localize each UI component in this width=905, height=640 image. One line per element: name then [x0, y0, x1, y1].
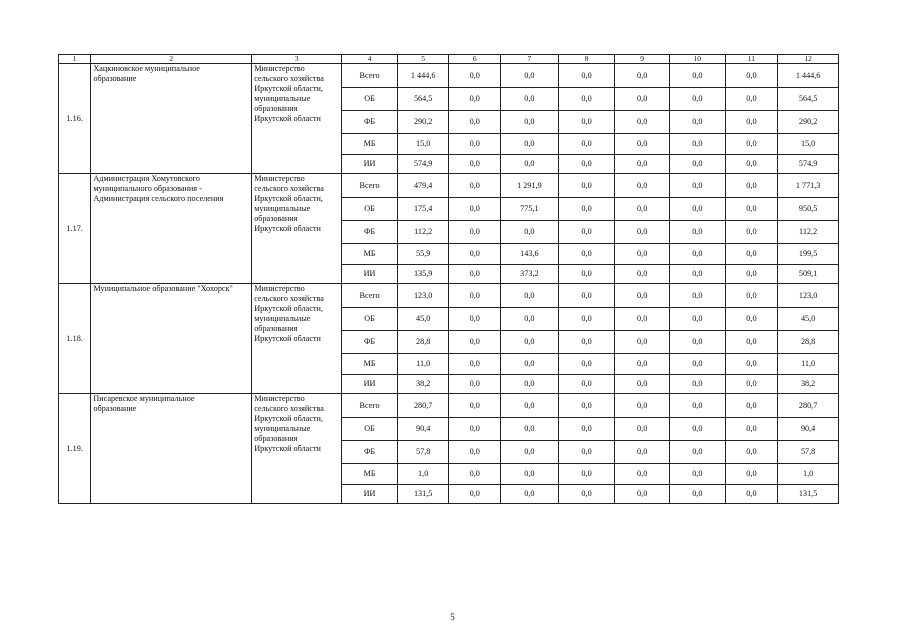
value-cell: 0,0: [669, 221, 725, 244]
value-cell: 509,1: [778, 265, 839, 284]
table-row: [59, 394, 839, 418]
value-cell: 38,2: [778, 375, 839, 394]
value-cell: 564,5: [778, 88, 839, 111]
value-cell: 0,0: [615, 244, 670, 265]
value-cell: 0,0: [725, 134, 778, 155]
executor-name: Министерство сельского хозяйства Иркутской области, муниципальные образования Иркутской области: [252, 64, 342, 174]
value-cell: 0,0: [669, 64, 725, 88]
funding-source: Всего: [342, 64, 398, 88]
value-cell: 0,0: [725, 198, 778, 221]
value-cell: 0,0: [501, 308, 559, 331]
value-cell: 0,0: [558, 394, 615, 418]
value-cell: 0,0: [725, 265, 778, 284]
page-number: 5: [450, 612, 455, 622]
value-cell: 0,0: [615, 418, 670, 441]
value-cell: 0,0: [449, 354, 501, 375]
value-cell: 0,0: [558, 375, 615, 394]
value-cell: 0,0: [615, 284, 670, 308]
value-cell: 0,0: [725, 441, 778, 464]
funding-source: МБ: [342, 354, 398, 375]
value-cell: 45,0: [397, 308, 449, 331]
value-cell: 0,0: [558, 354, 615, 375]
value-cell: 0,0: [669, 418, 725, 441]
value-cell: 0,0: [558, 134, 615, 155]
municipality-name: Хацкиновское муниципальное образование: [91, 64, 252, 174]
value-cell: 0,0: [449, 88, 501, 111]
value-cell: 0,0: [449, 244, 501, 265]
value-cell: 280,7: [397, 394, 449, 418]
value-cell: 28,8: [778, 331, 839, 354]
municipality-name: Писаревское муниципальное образование: [91, 394, 252, 504]
value-cell: 0,0: [615, 88, 670, 111]
funding-source: ОБ: [342, 198, 398, 221]
value-cell: 0,0: [449, 155, 501, 174]
funding-source: Всего: [342, 284, 398, 308]
executor-name: Министерство сельского хозяйства Иркутской области, муниципальные образования Иркутской области: [252, 394, 342, 504]
value-cell: 0,0: [725, 485, 778, 504]
value-cell: 15,0: [397, 134, 449, 155]
value-cell: 0,0: [669, 265, 725, 284]
value-cell: 0,0: [615, 64, 670, 88]
value-cell: 0,0: [449, 221, 501, 244]
funding-source: ОБ: [342, 418, 398, 441]
value-cell: 0,0: [669, 331, 725, 354]
value-cell: 90,4: [397, 418, 449, 441]
value-cell: 1,0: [397, 464, 449, 485]
column-header: 8: [558, 55, 615, 64]
value-cell: 0,0: [558, 64, 615, 88]
funding-source: Всего: [342, 174, 398, 198]
value-cell: 175,4: [397, 198, 449, 221]
value-cell: 0,0: [615, 134, 670, 155]
value-cell: 0,0: [449, 441, 501, 464]
funding-source: ФБ: [342, 111, 398, 134]
value-cell: 0,0: [558, 174, 615, 198]
value-cell: 0,0: [725, 174, 778, 198]
row-index: 1.19.: [59, 394, 91, 504]
value-cell: 0,0: [501, 111, 559, 134]
value-cell: 15,0: [778, 134, 839, 155]
value-cell: 0,0: [558, 485, 615, 504]
value-cell: 90,4: [778, 418, 839, 441]
value-cell: 0,0: [501, 331, 559, 354]
value-cell: 290,2: [778, 111, 839, 134]
column-header: 6: [449, 55, 501, 64]
value-cell: 0,0: [558, 88, 615, 111]
value-cell: 1 771,3: [778, 174, 839, 198]
value-cell: 0,0: [449, 64, 501, 88]
value-cell: 0,0: [501, 354, 559, 375]
value-cell: 0,0: [449, 111, 501, 134]
value-cell: 0,0: [615, 354, 670, 375]
value-cell: 143,6: [501, 244, 559, 265]
funding-source: ФБ: [342, 441, 398, 464]
value-cell: 0,0: [725, 464, 778, 485]
funding-table: [58, 54, 839, 504]
value-cell: 1 444,6: [397, 64, 449, 88]
value-cell: 950,5: [778, 198, 839, 221]
value-cell: 0,0: [501, 485, 559, 504]
column-header: 2: [91, 55, 252, 64]
value-cell: 0,0: [449, 134, 501, 155]
funding-source: МБ: [342, 464, 398, 485]
row-index: 1.17.: [59, 174, 91, 284]
value-cell: 0,0: [669, 441, 725, 464]
header-row: [59, 55, 839, 64]
value-cell: 574,9: [778, 155, 839, 174]
table-row: [59, 174, 839, 198]
row-index: 1.18.: [59, 284, 91, 394]
value-cell: 0,0: [449, 284, 501, 308]
value-cell: 1 444,6: [778, 64, 839, 88]
value-cell: 0,0: [615, 155, 670, 174]
value-cell: 0,0: [615, 375, 670, 394]
value-cell: 112,2: [778, 221, 839, 244]
municipality-name: Муниципальное образование "Хохорск": [91, 284, 252, 394]
value-cell: 1,0: [778, 464, 839, 485]
value-cell: 112,2: [397, 221, 449, 244]
value-cell: 0,0: [615, 265, 670, 284]
value-cell: 45,0: [778, 308, 839, 331]
column-header: 4: [342, 55, 398, 64]
value-cell: 38,2: [397, 375, 449, 394]
value-cell: 0,0: [669, 88, 725, 111]
value-cell: 0,0: [615, 441, 670, 464]
value-cell: 0,0: [725, 221, 778, 244]
value-cell: 0,0: [725, 308, 778, 331]
value-cell: 199,5: [778, 244, 839, 265]
value-cell: 123,0: [778, 284, 839, 308]
value-cell: 0,0: [501, 464, 559, 485]
value-cell: 0,0: [558, 198, 615, 221]
value-cell: 135,9: [397, 265, 449, 284]
value-cell: 0,0: [725, 244, 778, 265]
value-cell: 0,0: [615, 331, 670, 354]
value-cell: 0,0: [449, 375, 501, 394]
value-cell: 0,0: [725, 111, 778, 134]
value-cell: 0,0: [725, 375, 778, 394]
funding-source: ИИ: [342, 375, 398, 394]
value-cell: 0,0: [669, 155, 725, 174]
funding-source: ОБ: [342, 88, 398, 111]
value-cell: 0,0: [501, 284, 559, 308]
value-cell: 0,0: [615, 394, 670, 418]
value-cell: 0,0: [558, 244, 615, 265]
value-cell: 28,8: [397, 331, 449, 354]
value-cell: 0,0: [669, 198, 725, 221]
value-cell: 57,8: [778, 441, 839, 464]
value-cell: 0,0: [669, 375, 725, 394]
value-cell: 0,0: [725, 64, 778, 88]
column-header: 11: [725, 55, 778, 64]
value-cell: 0,0: [558, 221, 615, 244]
value-cell: 1 291,9: [501, 174, 559, 198]
value-cell: 0,0: [558, 265, 615, 284]
row-index: 1.16.: [59, 64, 91, 174]
column-header: 3: [252, 55, 342, 64]
table-body: [59, 64, 839, 504]
value-cell: 11,0: [397, 354, 449, 375]
value-cell: 0,0: [501, 418, 559, 441]
municipality-name: Администрация Хомутовского муниципального образования - Администрация сельского поселения: [91, 174, 252, 284]
value-cell: 574,9: [397, 155, 449, 174]
value-cell: 0,0: [558, 308, 615, 331]
value-cell: 0,0: [449, 198, 501, 221]
value-cell: 0,0: [725, 354, 778, 375]
value-cell: 0,0: [449, 331, 501, 354]
value-cell: 0,0: [615, 485, 670, 504]
table-row: [59, 284, 839, 308]
value-cell: 55,9: [397, 244, 449, 265]
value-cell: 0,0: [558, 155, 615, 174]
funding-source: ФБ: [342, 331, 398, 354]
value-cell: 290,2: [397, 111, 449, 134]
value-cell: 0,0: [501, 441, 559, 464]
value-cell: 0,0: [669, 284, 725, 308]
value-cell: 280,7: [778, 394, 839, 418]
executor-name: Министерство сельского хозяйства Иркутской области, муниципальные образования Иркутской области: [252, 174, 342, 284]
value-cell: 0,0: [558, 111, 615, 134]
value-cell: 0,0: [558, 464, 615, 485]
value-cell: 0,0: [558, 441, 615, 464]
value-cell: 373,2: [501, 265, 559, 284]
value-cell: 0,0: [501, 88, 559, 111]
value-cell: 0,0: [725, 394, 778, 418]
funding-source: МБ: [342, 134, 398, 155]
value-cell: 0,0: [615, 174, 670, 198]
value-cell: 0,0: [725, 331, 778, 354]
column-header: 7: [501, 55, 559, 64]
table-row: [59, 64, 839, 88]
value-cell: 0,0: [615, 198, 670, 221]
value-cell: 0,0: [615, 308, 670, 331]
value-cell: 0,0: [558, 418, 615, 441]
funding-source: ИИ: [342, 265, 398, 284]
value-cell: 57,8: [397, 441, 449, 464]
value-cell: 0,0: [501, 221, 559, 244]
value-cell: 775,1: [501, 198, 559, 221]
value-cell: 0,0: [449, 308, 501, 331]
column-header: 5: [397, 55, 449, 64]
value-cell: 0,0: [615, 464, 670, 485]
value-cell: 0,0: [501, 394, 559, 418]
column-header: 9: [615, 55, 670, 64]
value-cell: 0,0: [501, 134, 559, 155]
value-cell: 0,0: [558, 331, 615, 354]
value-cell: 0,0: [558, 284, 615, 308]
value-cell: 0,0: [669, 354, 725, 375]
value-cell: 0,0: [449, 464, 501, 485]
column-header: 1: [59, 55, 91, 64]
value-cell: 0,0: [501, 375, 559, 394]
value-cell: 0,0: [725, 418, 778, 441]
value-cell: 0,0: [725, 155, 778, 174]
value-cell: 0,0: [669, 485, 725, 504]
value-cell: 479,4: [397, 174, 449, 198]
executor-name: Министерство сельского хозяйства Иркутской области, муниципальные образования Иркутской области: [252, 284, 342, 394]
column-header: 12: [778, 55, 839, 64]
funding-source: МБ: [342, 244, 398, 265]
value-cell: 0,0: [449, 485, 501, 504]
value-cell: 0,0: [669, 308, 725, 331]
value-cell: 0,0: [725, 284, 778, 308]
value-cell: 131,5: [397, 485, 449, 504]
value-cell: 0,0: [669, 464, 725, 485]
value-cell: 0,0: [501, 155, 559, 174]
value-cell: 0,0: [615, 221, 670, 244]
funding-source: ИИ: [342, 155, 398, 174]
funding-source: ФБ: [342, 221, 398, 244]
funding-source: ИИ: [342, 485, 398, 504]
value-cell: 123,0: [397, 284, 449, 308]
value-cell: 0,0: [669, 244, 725, 265]
value-cell: 0,0: [449, 394, 501, 418]
value-cell: 131,5: [778, 485, 839, 504]
value-cell: 0,0: [669, 394, 725, 418]
value-cell: 0,0: [449, 418, 501, 441]
funding-source: ОБ: [342, 308, 398, 331]
value-cell: 0,0: [669, 111, 725, 134]
value-cell: 0,0: [615, 111, 670, 134]
column-header: 10: [669, 55, 725, 64]
value-cell: 0,0: [449, 265, 501, 284]
value-cell: 0,0: [725, 88, 778, 111]
value-cell: 564,5: [397, 88, 449, 111]
value-cell: 0,0: [669, 174, 725, 198]
funding-source: Всего: [342, 394, 398, 418]
value-cell: 0,0: [501, 64, 559, 88]
value-cell: 11,0: [778, 354, 839, 375]
value-cell: 0,0: [669, 134, 725, 155]
value-cell: 0,0: [449, 174, 501, 198]
